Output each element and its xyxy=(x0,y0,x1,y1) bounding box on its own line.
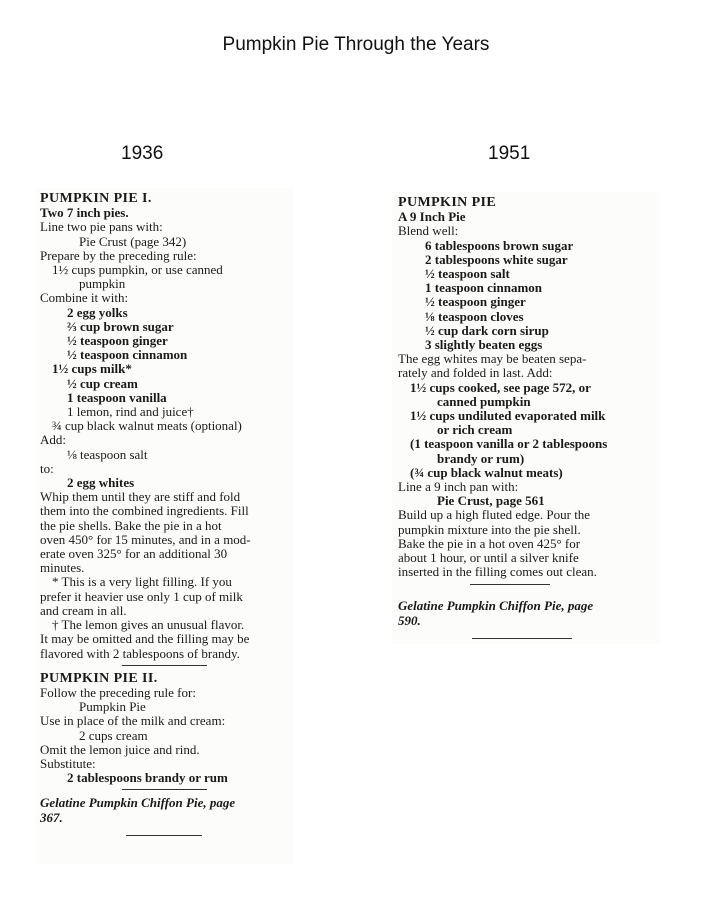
cross-reference: Gelatine Pumpkin Chiffon Pie, page xyxy=(398,598,594,614)
recipe-line: brandy or rum) xyxy=(437,450,525,466)
recipe-line: Omit the lemon juice and rind. xyxy=(40,741,200,757)
recipe-line: prefer it heavier use only 1 cup of milk xyxy=(40,588,243,604)
recipe-1936 xyxy=(40,192,292,836)
recipe-line: Use in place of the milk and cream: xyxy=(40,713,226,729)
recipe-line: Whip them until they are stiff and fold xyxy=(40,489,241,505)
divider xyxy=(470,584,550,585)
recipe-line: † The lemon gives an unusual flavor. xyxy=(52,617,245,633)
recipe-line: (¾ cup black walnut meats) xyxy=(410,464,563,480)
recipe-title: PUMPKIN PIE xyxy=(398,195,497,210)
recipe-line: Follow the preceding rule for: xyxy=(40,684,196,700)
recipe-line: * This is a very light filling. If you xyxy=(52,574,232,590)
recipe-line: Bake the pie in a hot oven 425° for xyxy=(398,535,581,551)
recipe-line: A 9 Inch Pie xyxy=(398,209,466,225)
recipe-line: ½ teaspoon salt xyxy=(425,266,510,282)
year-label-1951: 1951 xyxy=(488,143,531,164)
recipe-line: Pie Crust (page 342) xyxy=(79,233,187,249)
recipe-line: ⅛ teaspoon salt xyxy=(67,446,148,462)
cross-reference-page: 367. xyxy=(40,809,63,825)
recipe-line: 2 egg yolks xyxy=(67,304,128,320)
recipe-line: Line a 9 inch pan with: xyxy=(398,479,519,495)
recipe-line: 3 slightly beaten eggs xyxy=(425,337,543,353)
recipe-line: Blend well: xyxy=(398,223,459,239)
recipe-line: flavored with 2 tablespoons of brandy. xyxy=(40,645,240,661)
recipe-line: minutes. xyxy=(40,560,85,576)
recipe-line: them into the combined ingredients. Fill xyxy=(40,503,249,519)
recipe-line: ⅔ cup brown sugar xyxy=(67,318,174,334)
recipe-line: ½ cup cream xyxy=(67,375,138,391)
recipe-line: (1 teaspoon vanilla or 2 tablespoons xyxy=(410,436,608,452)
recipe-line: to: xyxy=(40,460,54,476)
recipe-line: 1½ cups cooked, see page 572, or xyxy=(410,379,591,395)
recipe-line: oven 450° for 15 minutes, and in a mod- xyxy=(40,531,251,547)
divider xyxy=(122,665,207,666)
recipe-line: Combine it with: xyxy=(40,290,129,306)
recipe-line: pumpkin mixture into the pie shell. xyxy=(398,521,581,537)
recipe-line: 2 cups cream xyxy=(79,727,148,743)
recipe-line: 2 tablespoons white sugar xyxy=(425,251,568,267)
recipe-1951 xyxy=(398,196,658,639)
recipe-line: pumpkin xyxy=(79,276,126,292)
recipe-line: and cream in all. xyxy=(40,602,127,618)
recipe-line: 6 tablespoons brown sugar xyxy=(425,237,574,253)
divider xyxy=(126,835,202,836)
recipe-line: the pie shells. Bake the pie in a hot xyxy=(40,517,222,533)
recipe-line: ¾ cup black walnut meats (optional) xyxy=(52,418,242,434)
recipe-line: It may be omitted and the filling may be xyxy=(40,631,250,647)
divider xyxy=(472,638,572,639)
recipe-line: 1½ cups undiluted evaporated milk xyxy=(410,408,606,424)
recipe-line: 1½ cups pumpkin, or use canned xyxy=(52,262,223,278)
recipe-line: 1½ cups milk* xyxy=(52,361,132,377)
divider xyxy=(122,789,207,790)
recipe-line: 1 lemon, rind and juice† xyxy=(67,404,194,420)
page-title: Pumpkin Pie Through the Years xyxy=(222,34,490,55)
recipe-title: PUMPKIN PIE I. xyxy=(40,191,152,206)
recipe-line: ½ teaspoon cinnamon xyxy=(67,347,188,363)
recipe-line: 1 teaspoon vanilla xyxy=(67,389,167,405)
recipe-line: Substitute: xyxy=(40,755,96,771)
recipe-line: Add: xyxy=(40,432,66,448)
recipe-line: ½ teaspoon ginger xyxy=(425,294,526,310)
recipe-line: rately and folded in last. Add: xyxy=(398,365,553,381)
recipe-line: ⅛ teaspoon cloves xyxy=(425,308,524,324)
recipe-line: inserted in the filling comes out clean. xyxy=(398,564,597,580)
recipe-line: ½ cup dark corn sirup xyxy=(425,322,549,338)
recipe-title: PUMPKIN PIE II. xyxy=(40,670,158,686)
year-label-1936: 1936 xyxy=(121,143,164,164)
recipe-line: Pumpkin Pie xyxy=(79,699,146,715)
recipe-line: 1 teaspoon cinnamon xyxy=(425,280,543,296)
recipe-line: Pie Crust, page 561 xyxy=(437,493,545,509)
recipe-line: Line two pie pans with: xyxy=(40,219,163,235)
recipe-line: ½ teaspoon ginger xyxy=(67,333,168,349)
recipe-line: 2 tablespoons brandy or rum xyxy=(67,770,228,786)
cross-reference-page: 590. xyxy=(398,612,421,628)
recipe-line: erate oven 325° for an additional 30 xyxy=(40,546,228,562)
recipe-line: canned pumpkin xyxy=(437,393,531,409)
recipe-line: The egg whites may be beaten sepa- xyxy=(398,351,587,367)
recipe-line: Prepare by the preceding rule: xyxy=(40,247,197,263)
recipe-line: Two 7 inch pies. xyxy=(40,205,129,221)
recipe-line: or rich cream xyxy=(437,422,513,438)
cross-reference: Gelatine Pumpkin Chiffon Pie, page xyxy=(40,795,236,811)
recipe-line: Build up a high fluted edge. Pour the xyxy=(398,507,591,523)
recipe-line: 2 egg whites xyxy=(67,475,135,491)
recipe-line: about 1 hour, or until a silver knife xyxy=(398,550,579,566)
